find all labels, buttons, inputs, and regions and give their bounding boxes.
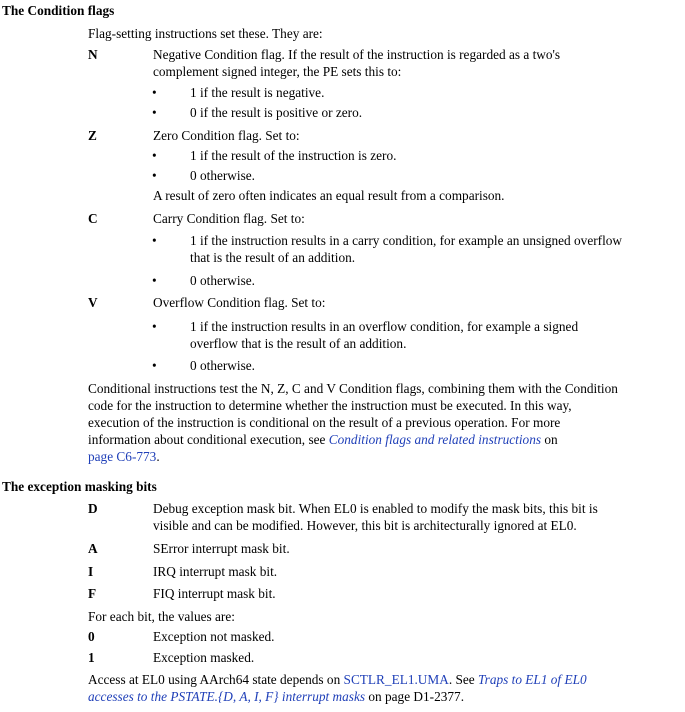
bullet-icon: • — [152, 233, 157, 248]
traps-link-part2[interactable]: accesses to the PSTATE.{D, A, I, F} interrupt masks — [88, 689, 366, 704]
flag-c-bullet2: 0 otherwise. — [190, 273, 255, 288]
flag-v-bullet1-line2: overflow that is the result of an addition. — [190, 336, 407, 351]
flag-v-bullet1-line1: 1 if the instruction results in an overflow condition, for example a signed — [190, 319, 579, 334]
page-ref-link[interactable]: page C6-773 — [88, 449, 157, 464]
flag-n-desc-line2: complement signed integer, the PE sets this to: — [153, 64, 402, 79]
access-text: Access at EL0 using AArch64 state depends on — [88, 672, 344, 687]
flag-v-bullet2: 0 otherwise. — [190, 358, 255, 373]
period: . — [156, 449, 160, 464]
section-heading-condition-flags: The Condition flags — [2, 3, 115, 18]
value-1-desc: Exception masked. — [153, 650, 255, 665]
condition-flags-link[interactable]: Condition flags and related instructions — [328, 432, 542, 447]
conditional-para-line1: Conditional instructions test the N, Z, C and V Condition flags, combining them with the Condition — [88, 381, 618, 396]
flag-z-bullet2: 0 otherwise. — [190, 168, 255, 183]
condition-flags-intro: Flag-setting instructions set these. They are: — [88, 26, 323, 41]
flag-z-desc: Zero Condition flag. Set to: — [153, 128, 300, 143]
access-page-ref: on page D1-2377. — [365, 689, 465, 704]
mask-term-i: I — [88, 564, 94, 579]
flag-n-desc-line1: Negative Condition flag. If the result of the instruction is regarded as a two's — [153, 47, 561, 62]
mask-term-d: D — [88, 501, 98, 516]
mask-i-desc: IRQ interrupt mask bit. — [153, 564, 278, 579]
mask-term-a: A — [88, 541, 98, 556]
conditional-para-line5 — [88, 448, 160, 465]
flag-z-note: A result of zero often indicates an equal result from a comparison. — [153, 188, 505, 203]
conditional-para-text: information about conditional execution, see — [88, 432, 329, 447]
flag-term-v: V — [88, 295, 98, 310]
mask-term-f: F — [88, 586, 97, 601]
access-text-see: . See — [448, 672, 478, 687]
flag-term-c: C — [88, 211, 98, 226]
bullet-icon: • — [152, 105, 157, 120]
flag-term-n: N — [88, 47, 98, 62]
bullet-icon: • — [152, 273, 157, 288]
flag-c-desc: Carry Condition flag. Set to: — [153, 211, 305, 226]
bullet-icon: • — [152, 358, 157, 373]
traps-link-part1[interactable]: Traps to EL1 of EL0 — [478, 672, 587, 687]
conditional-para-line2: code for the instruction to determine whether the instruction must be executed. In this way, — [88, 398, 572, 413]
conditional-para-line3: execution of the instruction is conditional on the result of a previous operation. For more — [88, 415, 561, 430]
bullet-icon: • — [152, 85, 157, 100]
value-0-desc: Exception not masked. — [153, 629, 275, 644]
access-para-line2 — [88, 688, 464, 705]
value-term-0: 0 — [88, 629, 95, 644]
value-term-1: 1 — [88, 650, 95, 665]
conditional-para-text-on: on — [541, 432, 558, 447]
bullet-icon: • — [152, 148, 157, 163]
mask-d-desc-line1: Debug exception mask bit. When EL0 is enabled to modify the mask bits, this bit is — [153, 501, 598, 516]
bullet-icon: • — [152, 168, 157, 183]
flag-z-bullet1: 1 if the result of the instruction is zero. — [190, 148, 397, 163]
mask-f-desc: FIQ interrupt mask bit. — [153, 586, 276, 601]
mask-a-desc: SError interrupt mask bit. — [153, 541, 290, 556]
flag-c-bullet1-line1: 1 if the instruction results in a carry condition, for example an unsigned overflow — [190, 233, 623, 248]
flag-term-z: Z — [88, 128, 97, 143]
bullet-icon: • — [152, 319, 157, 334]
flag-n-bullet2: 0 if the result is positive or zero. — [190, 105, 363, 120]
section-heading-exception-masking: The exception masking bits — [2, 479, 157, 494]
sctlr-el1-uma-link[interactable]: SCTLR_EL1.UMA — [343, 672, 449, 687]
flag-c-bullet1-line2: that is the result of an addition. — [190, 250, 356, 265]
mask-d-desc-line2: visible and can be modified. However, this bit is architecturally ignored at EL0. — [153, 518, 577, 533]
conditional-para-line4 — [88, 431, 558, 448]
flag-v-desc: Overflow Condition flag. Set to: — [153, 295, 326, 310]
access-para-line1 — [88, 671, 587, 688]
flag-n-bullet1: 1 if the result is negative. — [190, 85, 325, 100]
values-intro: For each bit, the values are: — [88, 609, 235, 624]
